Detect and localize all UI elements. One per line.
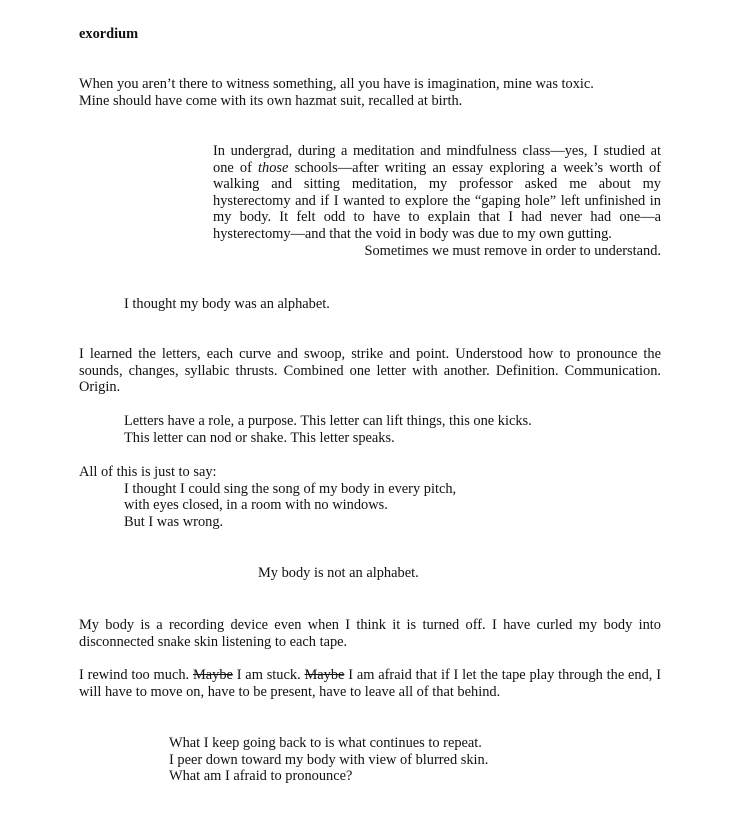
rewind-text-c: I am afraid that if I let the tape play through the end, I will have to move on, have to be present, have to leave all of that behind. — [79, 667, 661, 700]
verse-line: with eyes closed, in a room with no windows. — [124, 497, 388, 514]
quote-emphasis: those — [258, 159, 289, 176]
verse-line: Letters have a role, a purpose. This letter can lift things, this one kicks. — [124, 413, 532, 429]
rewind-paragraph — [79, 667, 661, 700]
verse-line: I thought I could sing the song of my body in every pitch, — [124, 480, 457, 497]
quote-text-rest: schools—after writing an essay exploring a week’s worth of walking and sitting meditation, my professor asked me about my hysterectomy and if I wanted to explore the “gaping hole” left unfinished in my body. It felt odd to have to explain that I had never had one—a hysterectomy—and that the void in body was due to my own gutting. — [213, 159, 661, 242]
struck-word: Maybe — [304, 667, 345, 683]
verse-line: I peer down toward my body with view of blurred skin. — [169, 751, 489, 768]
quote-text-start: In undergrad, during a meditation and mindfulness class—yes, I studied at one of — [213, 143, 661, 176]
closing-verse — [169, 735, 488, 785]
text-line: When you aren’t there to witness something, all you have is imagination, mine was toxic. — [79, 76, 594, 92]
letters-role-verse — [124, 413, 532, 446]
verse-line: But I was wrong. — [124, 513, 224, 530]
block-quote-body — [213, 143, 661, 243]
rewind-text-a: I rewind too much. — [79, 667, 193, 683]
just-to-say-verse — [79, 464, 456, 530]
letters-paragraph: I learned the letters, each curve and swoop, strike and point. Understood how to pronounce the sounds, changes, syllabic thrusts. Combined one letter with another. Definition. Communication. Origin. — [79, 346, 661, 396]
opening-paragraph — [79, 76, 661, 109]
struck-word: Maybe — [192, 667, 233, 683]
verse-intro: All of this is just to say: — [79, 464, 217, 480]
verse-line: What am I afraid to pronounce? — [169, 768, 353, 785]
verse-line: What I keep going back to is what continues to repeat. — [169, 735, 482, 751]
block-quote-closing: Sometimes we must remove in order to understand. — [364, 242, 661, 259]
block-quote — [213, 143, 661, 259]
text-line: Mine should have come with its own hazmat suit, recalled at birth. — [79, 92, 463, 109]
rewind-text-b: I am stuck. — [232, 667, 305, 683]
verse-line: This letter can nod or shake. This letter speaks. — [124, 429, 395, 446]
statement-not-alphabet: My body is not an alphabet. — [258, 565, 419, 581]
recording-device-paragraph: My body is a recording device even when I think it is turned off. I have curled my body into disconnected snake skin listening to each tape. — [79, 617, 661, 650]
document-title: exordium — [79, 26, 139, 42]
statement-alphabet: I thought my body was an alphabet. — [124, 296, 330, 312]
